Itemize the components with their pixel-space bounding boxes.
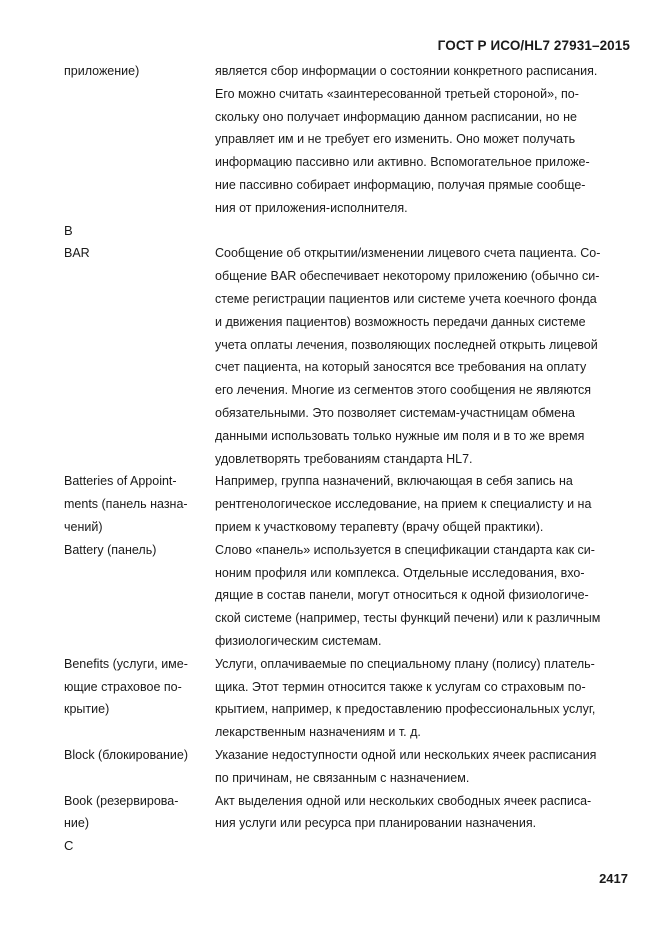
definition-line: ние пассивно собирает информацию, получая прямые сообще- <box>215 177 586 192</box>
glossary-definition <box>215 790 636 836</box>
glossary-term <box>64 60 215 83</box>
glossary-term <box>64 242 215 265</box>
definition-line: лекарственным назначениям и т. д. <box>215 725 421 740</box>
glossary-definition <box>215 539 636 653</box>
glossary-term <box>64 744 215 767</box>
glossary-term <box>64 539 215 562</box>
definition-line: Указание недоступности одной или нескольких ячеек расписания <box>215 747 597 762</box>
term-line: Battery (панель) <box>64 542 157 557</box>
page-number: 2417 <box>599 871 628 886</box>
definition-line: учета оплаты лечения, позволяющих последней открыть лицевой <box>215 337 598 352</box>
definition-line: удовлетворять требованиям стандарта HL7. <box>215 451 473 466</box>
glossary-entry <box>64 60 636 220</box>
term-line: Benefits (услуги, име- <box>64 656 188 671</box>
document-header: ГОСТ Р ИСО/HL7 27931–2015 <box>437 38 630 53</box>
section-letter: С <box>64 838 74 854</box>
definition-line: физиологическим системам. <box>215 633 382 648</box>
definition-line: его лечения. Многие из сегментов этого сообщения не являются <box>215 383 592 398</box>
glossary-term <box>64 790 215 836</box>
definition-line: общение BAR обеспечивает некоторому приложению (обычно си- <box>215 269 600 284</box>
definition-line: скольку оно получает информацию данном расписании, но не <box>215 109 577 124</box>
definition-line: является сбор информации о состоянии конкретного расписания. <box>215 64 598 78</box>
definition-line: Слово «панель» используется в спецификации стандарта как си- <box>215 542 595 557</box>
definition-line: Акт выделения одной или нескольких свободных ячеек расписа- <box>215 793 592 808</box>
definition-line: ния от приложения-исполнителя. <box>215 200 408 215</box>
glossary-entry <box>64 242 636 470</box>
glossary-entry <box>64 470 636 538</box>
glossary-entry <box>64 539 636 653</box>
definition-line: дящие в состав панели, могут относиться к одной физиологиче- <box>215 588 589 603</box>
term-line: ments (панель назна- <box>64 497 188 512</box>
term-line: приложение) <box>64 64 140 78</box>
definition-line: Услуги, оплачиваемые по специальному плану (полису) платель- <box>215 656 595 671</box>
term-line: чений) <box>64 519 103 534</box>
definition-line: ноним профиля или комплекса. Отдельные исследования, вхо- <box>215 565 585 580</box>
glossary-term <box>64 653 215 721</box>
definition-line: по причинам, не связанным с назначением. <box>215 770 470 785</box>
term-line: ние) <box>64 816 89 831</box>
definition-line: и движения пациентов) возможность передачи данных системе <box>215 314 586 329</box>
term-line: BAR <box>64 246 90 261</box>
definition-line: Например, группа назначений, включающая в себя запись на <box>215 474 573 489</box>
glossary-definition <box>215 60 636 220</box>
glossary-term <box>64 470 215 538</box>
definition-line: Его можно считать «заинтересованной третьей стороной», по- <box>215 86 579 101</box>
definition-line: ния услуги или ресурса при планировании назначения. <box>215 816 537 831</box>
definition-line: данными использовать только нужные им поля и в то же время <box>215 428 585 443</box>
glossary-definition <box>215 744 636 790</box>
glossary-definition <box>215 470 636 538</box>
definition-line: стеме регистрации пациентов или системе учета коечного фонда <box>215 291 597 306</box>
definition-line: рентгенологическое исследование, на прием к специалисту и на <box>215 497 592 512</box>
definition-line: информацию пассивно или активно. Вспомогательное приложе- <box>215 155 590 170</box>
definition-line: прием к участковому терапевту (врачу общей практики). <box>215 519 544 534</box>
glossary-definition <box>215 653 636 744</box>
term-line: Book (резервирова- <box>64 793 179 808</box>
definition-line: ской системе (например, тесты функций печени) или к различным <box>215 611 601 626</box>
term-line: ющие страховое по- <box>64 679 182 694</box>
glossary-body <box>64 60 636 858</box>
definition-line: щика. Этот термин относится также к услугам со страховым по- <box>215 679 586 694</box>
definition-line: обязательными. Это позволяет системам-участницам обмена <box>215 405 575 420</box>
section-letter: В <box>64 222 73 238</box>
glossary-entry <box>64 653 636 744</box>
definition-line: управляет им и не требует его изменить. Оно может получать <box>215 132 576 147</box>
glossary-entry <box>64 744 636 790</box>
glossary-entry <box>64 790 636 836</box>
definition-line: счет пациента, на который заносятся все требования на оплату <box>215 360 587 375</box>
term-line: крытие) <box>64 702 110 717</box>
definition-line: Сообщение об открытии/изменении лицевого счета пациента. Со- <box>215 246 601 261</box>
definition-line: крытием, например, к предоставлению профессиональных услуг, <box>215 702 596 717</box>
term-line: Batteries of Appoint- <box>64 474 177 489</box>
term-line: Block (блокирование) <box>64 747 188 762</box>
glossary-definition <box>215 242 636 470</box>
